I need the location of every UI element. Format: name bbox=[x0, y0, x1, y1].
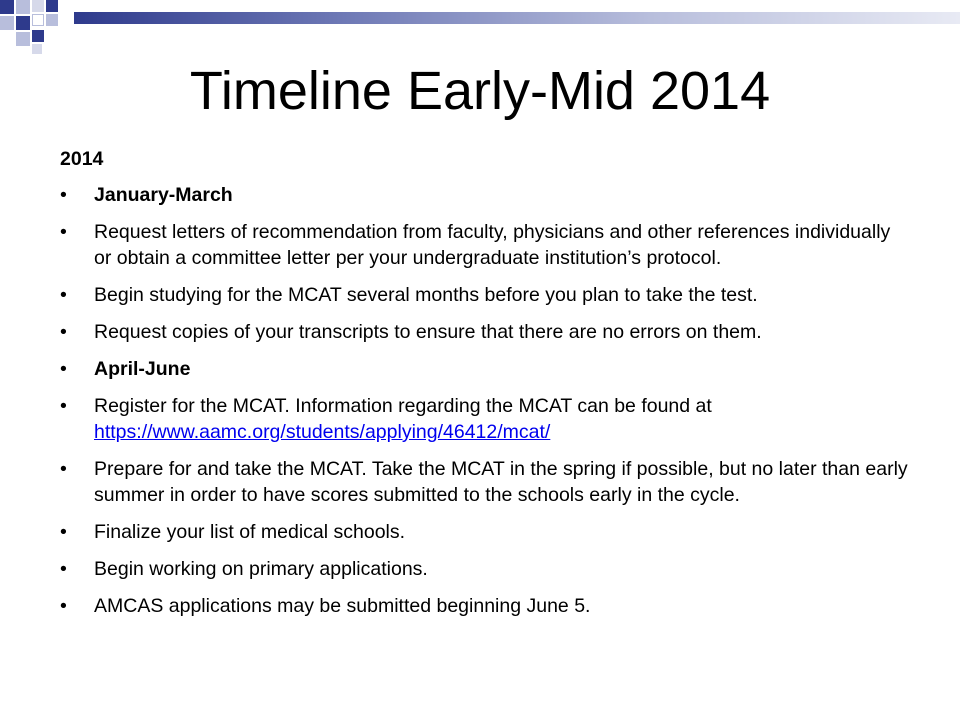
bullet-icon: • bbox=[60, 595, 67, 617]
list-item-text: Prepare for and take the MCAT. Take the MCAT in the spring if possible, but no later than early summer in order to have scores submitted to the schools early in the cycle. bbox=[94, 458, 908, 506]
bullet-icon: • bbox=[60, 458, 67, 480]
bullet-list bbox=[60, 182, 910, 619]
section-heading-item bbox=[60, 182, 910, 208]
header-gradient-bar bbox=[74, 12, 960, 24]
list-item-text: Finalize your list of medical schools. bbox=[94, 521, 406, 543]
mcat-info-link[interactable]: https://www.aamc.org/students/applying/46412/mcat/ bbox=[94, 421, 551, 443]
deco-square bbox=[32, 30, 44, 42]
deco-square bbox=[32, 14, 44, 26]
bullet-icon: • bbox=[60, 558, 67, 580]
section-heading-item bbox=[60, 356, 910, 382]
slide-title: Timeline Early-Mid 2014 bbox=[189, 61, 771, 121]
list-item bbox=[60, 519, 910, 545]
list-item-text: Begin studying for the MCAT several months before you plan to take the test. bbox=[94, 284, 758, 306]
bullet-icon: • bbox=[60, 395, 67, 417]
slide-content bbox=[60, 146, 910, 630]
list-item-text: Request copies of your transcripts to ensure that there are no errors on them. bbox=[94, 321, 762, 343]
deco-square bbox=[46, 0, 58, 12]
list-item bbox=[60, 593, 910, 619]
list-item bbox=[60, 219, 910, 271]
list-item-text: Request letters of recommendation from faculty, physicians and other references individually or obtain a committee letter per your undergraduate institution’s protocol. bbox=[94, 221, 891, 269]
list-item-text: Begin working on primary applications. bbox=[94, 558, 428, 580]
deco-square bbox=[32, 0, 44, 12]
deco-square bbox=[0, 0, 14, 14]
list-item bbox=[60, 456, 910, 508]
list-item-text: Register for the MCAT. Information regarding the MCAT can be found at bbox=[94, 395, 712, 417]
bullet-icon: • bbox=[60, 284, 67, 306]
year-heading: 2014 bbox=[60, 148, 104, 170]
bullet-icon: • bbox=[60, 358, 67, 380]
bullet-icon: • bbox=[60, 321, 67, 343]
deco-square bbox=[46, 14, 58, 26]
list-item bbox=[60, 282, 910, 308]
bullet-icon: • bbox=[60, 221, 67, 243]
deco-square bbox=[16, 32, 30, 46]
list-item-text: April-June bbox=[94, 358, 191, 380]
list-item bbox=[60, 319, 910, 345]
deco-square bbox=[16, 16, 30, 30]
deco-square bbox=[0, 16, 14, 30]
bullet-icon: • bbox=[60, 184, 67, 206]
deco-square bbox=[16, 0, 30, 14]
decorative-squares bbox=[0, 0, 70, 56]
list-item bbox=[60, 556, 910, 582]
list-item-text: AMCAS applications may be submitted beginning June 5. bbox=[94, 595, 591, 617]
list-item bbox=[60, 393, 910, 445]
deco-square bbox=[32, 44, 42, 54]
bullet-icon: • bbox=[60, 521, 67, 543]
list-item-text: January-March bbox=[94, 184, 233, 206]
